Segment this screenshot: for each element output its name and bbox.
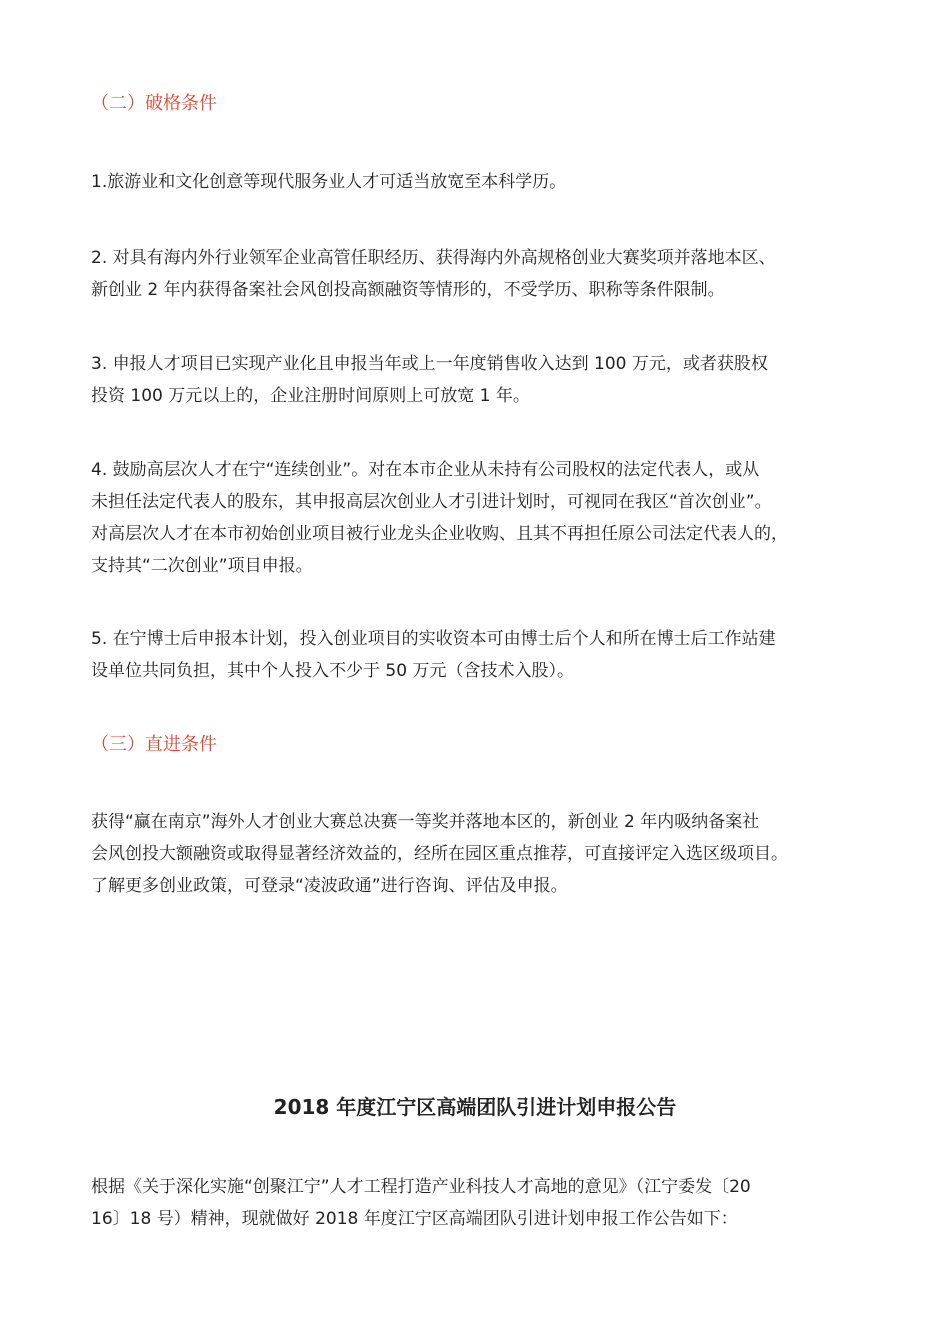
- paragraph-line: 根据《关于深化实施“创聚江宁”人才工程打造产业科技人才高地的意见》（江宁委发〔20: [91, 1177, 751, 1197]
- paragraph-direct-entry: [91, 806, 871, 902]
- paragraph-line: 5. 在宁博士后申报本计划，投入创业项目的实收资本可由博士后个人和所在博士后工作站建: [91, 629, 776, 649]
- paragraph-item-3: [91, 348, 871, 412]
- paragraph-line: 新创业 2 年内获得备案社会风创投高额融资等情形的，不受学历、职称等条件限制。: [91, 280, 725, 300]
- paragraph-line: 获得“赢在南京”海外人才创业大赛总决赛一等奖并落地本区的，新创业 2 年内吸纳备案社: [91, 812, 760, 832]
- paragraph-line: 2. 对具有海内外行业领军企业高管任职经历、获得海内外高规格创业大赛奖项并落地本区、: [91, 248, 776, 268]
- paragraph-line: 16〕18 号）精神，现就做好 2018 年度江宁区高端团队引进计划申报工作公告如下：: [91, 1209, 738, 1229]
- paragraph-line: 3. 申报人才项目已实现产业化且申报当年或上一年度销售收入达到 100 万元，或者获股权: [91, 354, 768, 374]
- paragraph-item-5: [91, 623, 871, 687]
- announcement-paragraph: [91, 1171, 871, 1235]
- paragraph-line: 会风创投大额融资或取得显著经济效益的，经所在园区重点推荐，可直接评定入选区级项目。: [91, 844, 788, 864]
- paragraph-item-4: [91, 454, 871, 582]
- paragraph-line: 投资 100 万元以上的，企业注册时间原则上可放宽 1 年。: [91, 386, 530, 406]
- paragraph-line: 4. 鼓励高层次人才在宁“连续创业”。对在本市企业从未持有公司股权的法定代表人，或从: [91, 460, 760, 480]
- paragraph-line: 支持其“二次创业”项目申报。: [91, 556, 313, 576]
- paragraph-line: 对高层次人才在本市初始创业项目被行业龙头企业收购、且其不再担任原公司法定代表人的，: [91, 524, 788, 544]
- paragraph-line: 1.旅游业和文化创意等现代服务业人才可适当放宽至本科学历。: [91, 172, 567, 192]
- paragraph-line: 了解更多创业政策，可登录“凌波政通”进行咨询、评估及申报。: [91, 876, 568, 896]
- paragraph-item-2: [91, 242, 871, 306]
- section-heading-break-rule-conditions: （二）破格条件: [91, 93, 217, 114]
- paragraph-line: 设单位共同负担，其中个人投入不少于 50 万元（含技术入股）。: [91, 661, 574, 681]
- section-heading-direct-entry-conditions: （三）直进条件: [91, 734, 217, 755]
- announcement-title: 2018 年度江宁区高端团队引进计划申报公告: [273, 1095, 677, 1119]
- paragraph-line: 未担任法定代表人的股东，其申报高层次创业人才引进计划时，可视同在我区“首次创业”。: [91, 492, 772, 512]
- paragraph-item-1: [91, 166, 871, 198]
